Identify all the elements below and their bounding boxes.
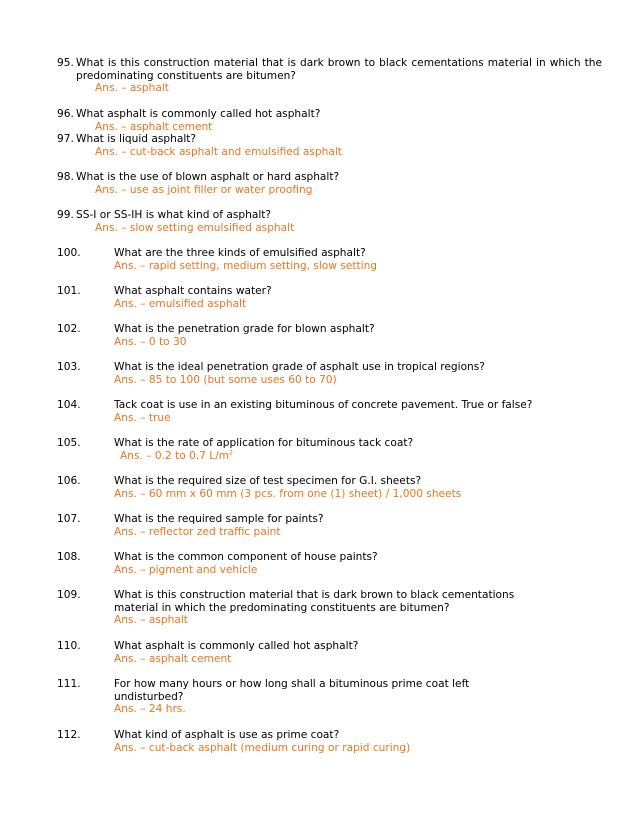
question-number: 101.	[57, 285, 81, 297]
question-text: What is the use of blown asphalt or hard asphalt?	[76, 171, 340, 183]
question-text: What is the ideal penetration grade of asphalt use in tropical regions?	[114, 361, 485, 373]
answer-text-main: Ans. – 0.2 to 0.7 L/m	[120, 449, 230, 462]
question-item	[57, 247, 527, 272]
question-item	[57, 285, 527, 310]
question-number: 112.	[57, 729, 81, 741]
answer-text: Ans. – use as joint filler or water proofing	[95, 183, 313, 196]
question-number: 100.	[57, 247, 81, 259]
question-number: 111.	[57, 678, 81, 690]
answer-text: Ans. – 60 mm x 60 mm (3 pcs. from one (1) sheet) / 1,000 sheets	[114, 487, 462, 500]
answer-text: Ans. – cut-back asphalt (medium curing or rapid curing)	[114, 741, 411, 754]
question-number: 99.	[57, 209, 74, 221]
question-item	[57, 589, 517, 627]
question-text: What is this construction material that is dark brown to black cementations material in which the predominating constituents are bitumen?	[114, 589, 515, 614]
answer-text: Ans. – 24 hrs.	[114, 703, 186, 716]
question-text: What asphalt is commonly called hot asphalt?	[76, 108, 321, 120]
question-text: What asphalt is commonly called hot asphalt?	[114, 640, 359, 652]
answer-text: Ans. – asphalt	[114, 614, 188, 627]
question-number: 96.	[57, 108, 74, 120]
question-text: What is the required sample for paints?	[114, 513, 324, 525]
question-number: 95.	[57, 57, 74, 69]
answer-superscript: 2	[229, 449, 233, 457]
question-text: What kind of asphalt is use as prime coat?	[114, 729, 340, 741]
question-item	[57, 361, 527, 386]
question-text: Tack coat is use in an existing bituminous of concrete pavement. True or false?	[114, 399, 533, 411]
question-text: What is the required size of test specimen for G.I. sheets?	[114, 475, 422, 487]
question-number: 109.	[57, 589, 81, 601]
question-number: 98.	[57, 171, 74, 183]
question-text: SS-I or SS-IH is what kind of asphalt?	[76, 209, 272, 221]
question-text: For how many hours or how long shall a bituminous prime coat left undisturbed?	[114, 678, 470, 703]
question-item	[57, 323, 527, 348]
question-number: 106.	[57, 475, 81, 487]
question-item	[57, 729, 527, 754]
answer-text: Ans. – asphalt	[95, 82, 169, 95]
question-text: What is the common component of house paints?	[114, 551, 378, 563]
question-text: What is liquid asphalt?	[76, 133, 197, 145]
question-item	[57, 437, 527, 462]
answer-text: Ans. – reflector zed traffic paint	[114, 525, 281, 538]
question-text: What are the three kinds of emulsified asphalt?	[114, 247, 366, 259]
question-item	[57, 209, 602, 234]
question-text: What is the rate of application for bituminous tack coat?	[114, 437, 414, 449]
answer-text: Ans. – asphalt cement	[114, 652, 232, 665]
question-text: What is the penetration grade for blown asphalt?	[114, 323, 375, 335]
answer-text: Ans. – 0 to 30	[114, 335, 187, 348]
question-number: 97.	[57, 133, 74, 145]
answer-text: Ans. – pigment and vehicle	[114, 563, 258, 576]
question-item	[57, 171, 602, 196]
answer-text: Ans. – asphalt cement	[95, 120, 213, 133]
question-number: 108.	[57, 551, 81, 563]
question-item	[57, 57, 602, 95]
question-item	[57, 399, 533, 424]
question-item	[57, 108, 602, 133]
question-text: What asphalt contains water?	[114, 285, 272, 297]
question-number: 110.	[57, 640, 81, 652]
question-number: 102.	[57, 323, 81, 335]
answer-text: Ans. – 85 to 100 (but some uses 60 to 70)	[114, 373, 337, 386]
answer-text: Ans. – emulsified asphalt	[114, 297, 247, 310]
answer-text: Ans. – rapid setting, medium setting, slow setting	[114, 259, 378, 272]
question-number: 103.	[57, 361, 81, 373]
question-text: What is this construction material that is dark brown to black cementations material in which the predominating constituents are bitumen?	[76, 57, 602, 82]
question-item	[57, 551, 527, 576]
answer-text: Ans. – cut-back asphalt and emulsified asphalt	[95, 145, 342, 158]
question-number: 107.	[57, 513, 81, 525]
question-item	[57, 133, 602, 158]
question-item	[57, 678, 477, 716]
answer-text	[57, 450, 527, 463]
question-number: 104.	[57, 399, 81, 411]
answer-text: Ans. – true	[114, 411, 171, 424]
question-number: 105.	[57, 437, 81, 449]
question-item	[57, 640, 527, 665]
answer-text: Ans. – slow setting emulsified asphalt	[95, 221, 295, 234]
question-item	[57, 513, 527, 538]
question-item	[57, 475, 527, 500]
